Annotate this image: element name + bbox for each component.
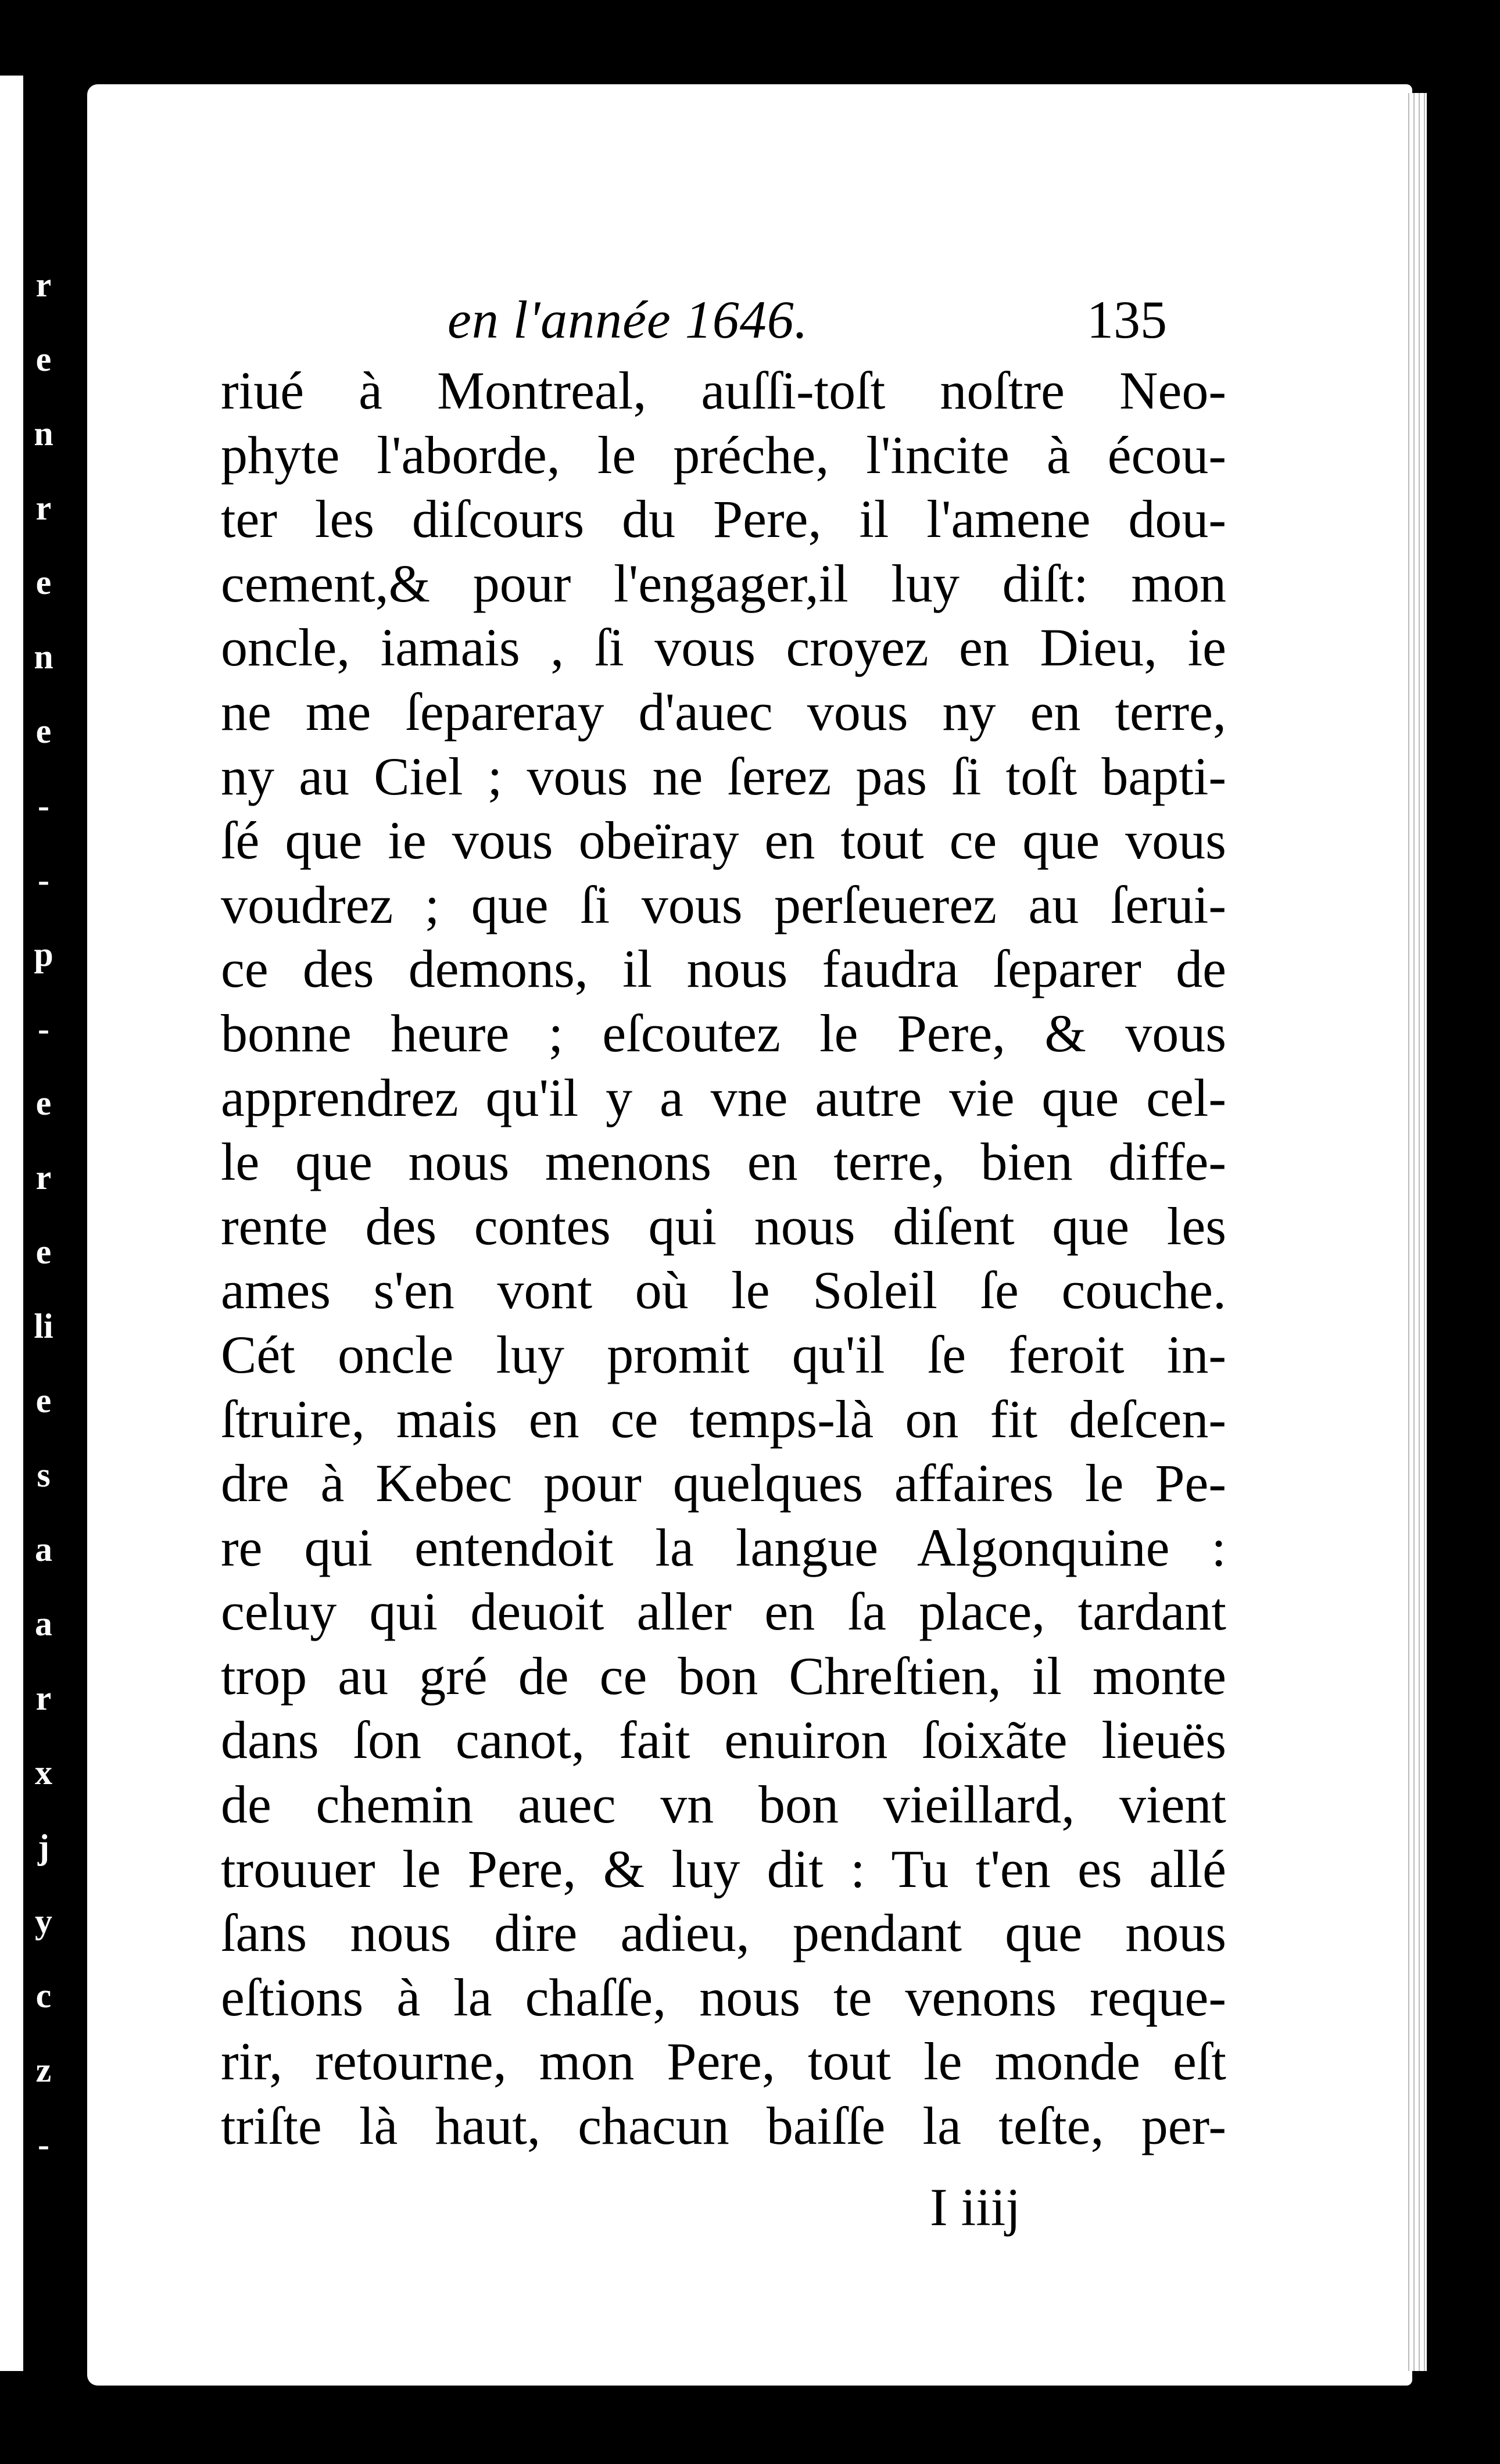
- text-line: re qui entendoit la langue Algonquine :: [221, 1517, 1226, 1577]
- previous-page-fragment: e: [35, 1381, 52, 1420]
- text-line: ne me ſepareray d'auec vous ny en terre,: [221, 682, 1226, 742]
- previous-page-fragment: -: [38, 786, 49, 825]
- text-line: voudrez ; que ſi vous perſeuerez au ſerui-: [221, 875, 1226, 934]
- previous-page-fragment: e: [35, 712, 52, 750]
- previous-page-fragment: y: [35, 1902, 52, 1940]
- text-line: ſans nous dire adieu, pendant que nous: [221, 1903, 1226, 1963]
- previous-page-fragment: n: [34, 638, 53, 676]
- text-line: riué à Montreal, auſſi-toſt noſtre Neo-: [221, 361, 1226, 420]
- page-number: 135: [1087, 290, 1167, 349]
- running-head-title: en l'année 1646.: [448, 290, 808, 349]
- text-line: ames s'en vont où le Soleil ſe couche.: [221, 1260, 1226, 1320]
- page-edge: [1406, 93, 1427, 2371]
- previous-page-fragment: li: [34, 1307, 53, 1345]
- previous-page-fragment: n: [34, 414, 53, 453]
- previous-page-strip: [0, 0, 87, 2464]
- text-line: trouuer le Pere, & luy dit : Tu t'en es allé: [221, 1839, 1226, 1899]
- text-line: dre à Kebec pour quelques affaires le Pe-: [221, 1453, 1226, 1513]
- previous-page-fragment: r: [35, 1679, 52, 1717]
- previous-page-fragment: c: [35, 1976, 52, 2015]
- text-line: ſé que ie vous obeïray en tout ce que vous: [221, 811, 1226, 871]
- text-line: le que nous menons en terre, bien diffe-: [221, 1132, 1226, 1192]
- previous-page-fragment: a: [35, 1605, 52, 1643]
- previous-page-fragment: -: [38, 1009, 49, 1048]
- previous-page-fragment: j: [38, 1828, 49, 1866]
- text-line: dans ſon canot, fait enuiron ſoixãte lieuës: [221, 1710, 1226, 1770]
- previous-page-fragment: e: [35, 1084, 52, 1122]
- text-line: Cét oncle luy promit qu'il ſe feroit in-: [221, 1324, 1226, 1384]
- text-line: de chemin auec vn bon vieillard, vient: [221, 1775, 1226, 1835]
- text-line: apprendrez qu'il y a vne autre vie que cel-: [221, 1068, 1226, 1127]
- signature-mark: I iiij: [930, 2178, 1021, 2237]
- previous-page-fragment: s: [37, 1456, 51, 1494]
- text-line: rente des contes qui nous diſent que les: [221, 1196, 1226, 1256]
- previous-page-fragment: x: [35, 1753, 52, 1792]
- text-line: rir, retourne, mon Pere, tout le monde eſt: [221, 2032, 1226, 2091]
- text-line: oncle, iamais , ſi vous croyez en Dieu, ie: [221, 618, 1226, 678]
- previous-page-fragment: e: [35, 563, 52, 601]
- text-line: ny au Ciel ; vous ne ſerez pas ſi toſt bapti-: [221, 746, 1226, 806]
- text-line: trop au gré de ce bon Chreſtien, il monte: [221, 1646, 1226, 1706]
- text-line: eſtions à la chaſſe, nous te venons reque-: [221, 1967, 1226, 2027]
- text-line: bonne heure ; eſcoutez le Pere, & vous: [221, 1003, 1226, 1063]
- previous-page-fragment: r: [35, 1158, 52, 1197]
- previous-page-fragment: -: [38, 2125, 49, 2164]
- previous-page-fragment: e: [35, 1233, 52, 1271]
- text-line: triſte là haut, chacun baiſſe la teſte, per-: [221, 2096, 1226, 2156]
- previous-page-fragment: r: [35, 489, 52, 527]
- previous-page-fragment: p: [34, 935, 53, 973]
- previous-page-fragment: z: [35, 2051, 52, 2089]
- text-line: cement,& pour l'engager,il luy diſt: mon: [221, 553, 1226, 613]
- text-line: ter les diſcours du Pere, il l'amene dou-: [221, 489, 1226, 549]
- previous-page-fragment: e: [35, 340, 52, 378]
- running-head: [87, 289, 1412, 359]
- text-line: celuy qui deuoit aller en ſa place, tardant: [221, 1582, 1226, 1642]
- previous-page-fragment: a: [35, 1530, 52, 1568]
- body-text: [221, 359, 1226, 2158]
- text-line: ce des demons, il nous faudra ſeparer de: [221, 939, 1226, 999]
- book-page: [87, 84, 1412, 2386]
- text-line: ſtruire, mais en ce temps-là on fit deſcen-: [221, 1389, 1226, 1449]
- previous-page-fragment: -: [38, 861, 49, 899]
- previous-page-fragment: r: [35, 266, 52, 304]
- text-line: phyte l'aborde, le préche, l'incite à écou-: [221, 425, 1226, 485]
